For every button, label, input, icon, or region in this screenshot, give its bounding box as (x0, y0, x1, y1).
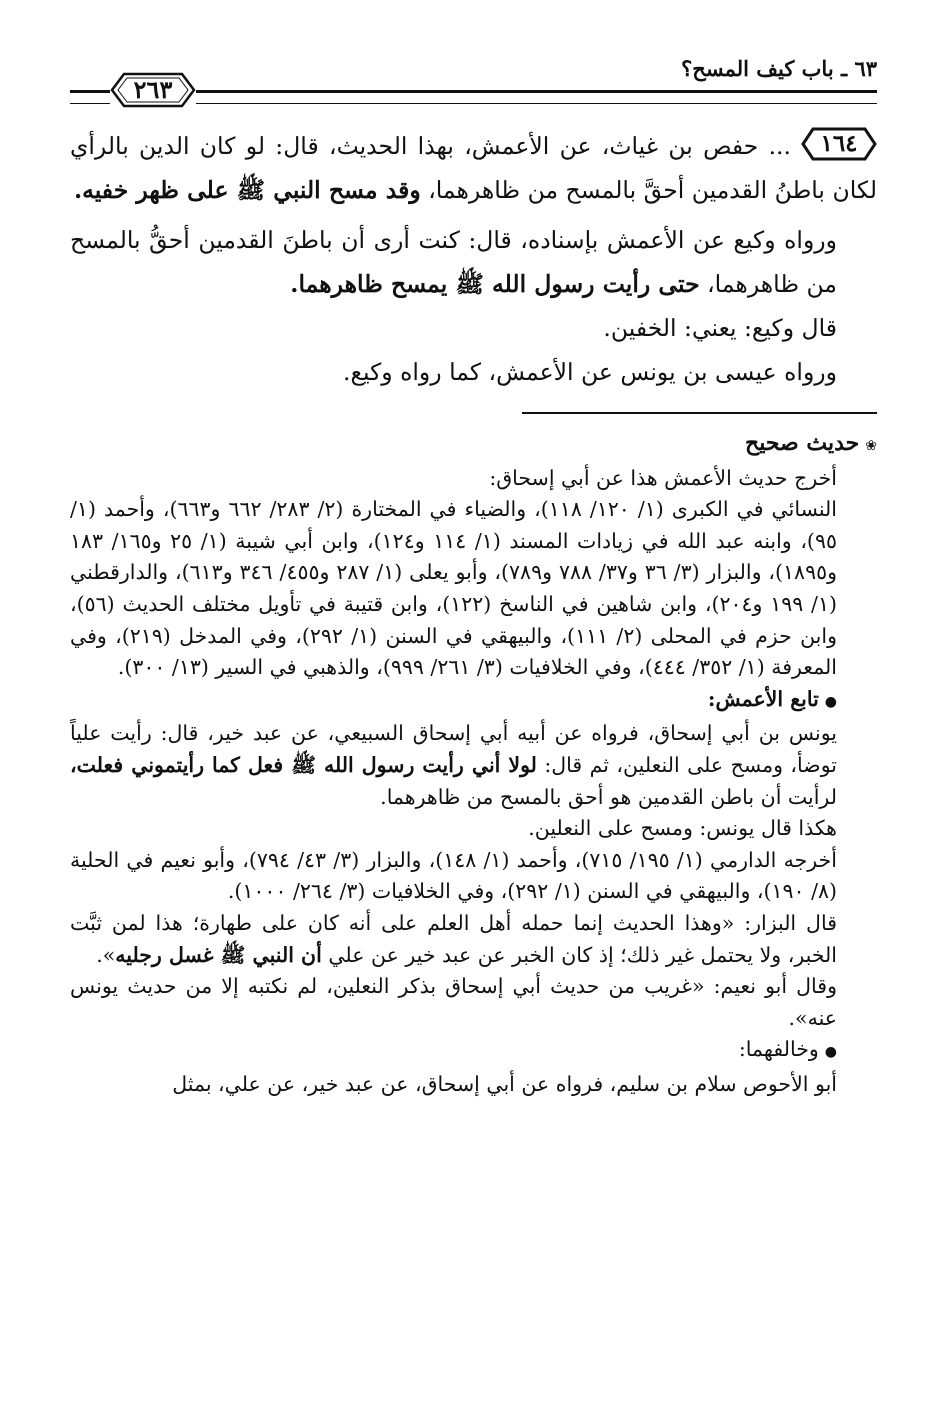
separator-rule (522, 412, 877, 414)
hadith-paragraph: قال وكيع: يعني: الخفين. (603, 314, 837, 342)
bullet-icon: ● (824, 693, 837, 710)
hadith-paragraph: ورواه عيسى بن يونس عن الأعمش، كما رواه وكيع. (343, 358, 837, 386)
chapter-title: ٦٣ ـ باب كيف المسح؟ (681, 56, 877, 81)
hadith-text-bold: وقد مسح النبي ﷺ على ظهر خفيه. (73, 176, 421, 204)
page-number: ٢٦٣ (133, 75, 173, 104)
abu-nuaym-quote: وقال أبو نعيم: «غريب من حديث أبي إسحاق بذكر النعلين، لم نكتبه إلا من حديث يونس عنه». (70, 974, 837, 1030)
follow-heading (70, 684, 877, 719)
hadith-paragraph (70, 124, 877, 212)
bazzar-text: قال البزار: «وهذا الحديث إنما حمله أهل العلم على أنه كان على طهارة؛ هذا لمن ثبَّت الخبر، ولا يحتمل غير ذلك؛ إذ كان الخبر عن عبد خير عن علي (70, 910, 837, 967)
grade-label: حديث صحيح (745, 430, 860, 456)
hadith-text: ... حفص بن غياث، عن الأعمش، بهذا الحديث، قال: لو كان الدين بالرأي لكان باطنُ القدمين أحقَّ بالمسح من ظاهرهما، (70, 132, 877, 204)
yunus-sources: أخرجه الدارمي (١/ ١٩٥/ ٧١٥)، وأحمد (١/ ١٤٨)، والبزار (٣/ ٤٣/ ٧٩٤)، وأبو نعيم في الحلية (٨/ ١٩٠)، والبيهقي في السنن (١/ ٢٩٢)، وفي الخلافيات (٣/ ٢٦٤/ ١٠٠٠). (70, 847, 837, 904)
hadith-text-bold: حتى رأيت رسول الله ﷺ يمسح ظاهرهما. (290, 270, 700, 298)
book-page (70, 50, 877, 1380)
page-number-badge (110, 72, 196, 108)
page-header (70, 50, 877, 106)
follow-text: يونس بن أبي إسحاق، فرواه عن أبيه أبي إسحاق السبيعي، عن عبد خير، قال: رأيت علياً توضأ، ومسح على النعلين، ثم قال: (70, 721, 837, 777)
dissent-heading (70, 1034, 877, 1069)
bullet-icon: ● (824, 1044, 837, 1061)
hadith-number: ١٦٤ (820, 130, 858, 157)
bazzar-text-end: ». (96, 942, 116, 967)
dissent-heading-label: وخالفهما: (738, 1037, 819, 1062)
last-line: أبو الأحوص سلام بن سليم، فرواه عن أبي إسحاق، عن عبد خير، عن علي، بمثل (172, 1071, 837, 1096)
takhrij-intro: أخرج حديث الأعمش هذا عن أبي إسحاق: (489, 465, 837, 490)
takhrij-block (70, 428, 877, 1100)
hadith-paragraph (70, 218, 877, 306)
hadith-block (70, 124, 877, 394)
hadith-text: ورواه وكيع عن الأعمش بإسناده، قال: كنت أرى أن باطنَ القدمين أحقُّ بالمسح من ظاهرهما، (70, 226, 837, 298)
flower-icon: ❀ (865, 438, 877, 454)
follow-heading-label: تابع الأعمش: (707, 686, 819, 711)
hadith-number-badge (801, 126, 877, 162)
follow-paragraph (70, 718, 877, 813)
yunus-note: هكذا قال يونس: ومسح على النعلين. (528, 816, 837, 841)
follow-text-end: لرأيت أن باطن القدمين هو أحق بالمسح من ظاهرهما. (380, 784, 837, 809)
separator (70, 394, 877, 428)
bazzar-quote (70, 908, 877, 971)
takhrij-sources: النسائي في الكبرى (١/ ١٢٠/ ١١٨)، والضياء في المختارة (٢/ ٢٨٣/ ٦٦٢ و٦٦٣)، وأحمد (١/ ٩٥)، وابنه عبد الله في زيادات المسند (١/ ١١٤ و١٢٤)، وابن أبي شيبة (١/ ٢٥ و١٦٥/ ١٨٣ و١٨٩٥)، والبزار (٣/ ٣٦ و٣٧/ ٧٨٨ و٧٨٩)، وأبو يعلى (١/ ٢٨٧ و٤٥٥/ ٣٤٦ و٦١٣)، والدارقطني (١/ ١٩٩ و٢٠٤)، وابن شاهين في الناسخ (١٢٢)، وابن قتيبة في تأويل مختلف الحديث (٥٦)، وابن حزم في المحلى (٢/ ١١١)، والبيهقي في السنن (١/ ٢٩٢)، وفي المدخل (٢١٩)، وفي المعرفة (١/ ٣٥٢/ ٤٤٤)، وفي الخلافيات (٣/ ٢٦١/ ٩٩٩)، والذهبي في السير (١٣/ ٣٠٠). (70, 497, 837, 680)
bazzar-text-bold: أن النبي ﷺ غسل رجليه (115, 942, 322, 967)
follow-text-bold: لولا أني رأيت رسول الله ﷺ فعل كما رأيتموني فعلت، (70, 752, 537, 777)
grade-heading (70, 428, 877, 463)
